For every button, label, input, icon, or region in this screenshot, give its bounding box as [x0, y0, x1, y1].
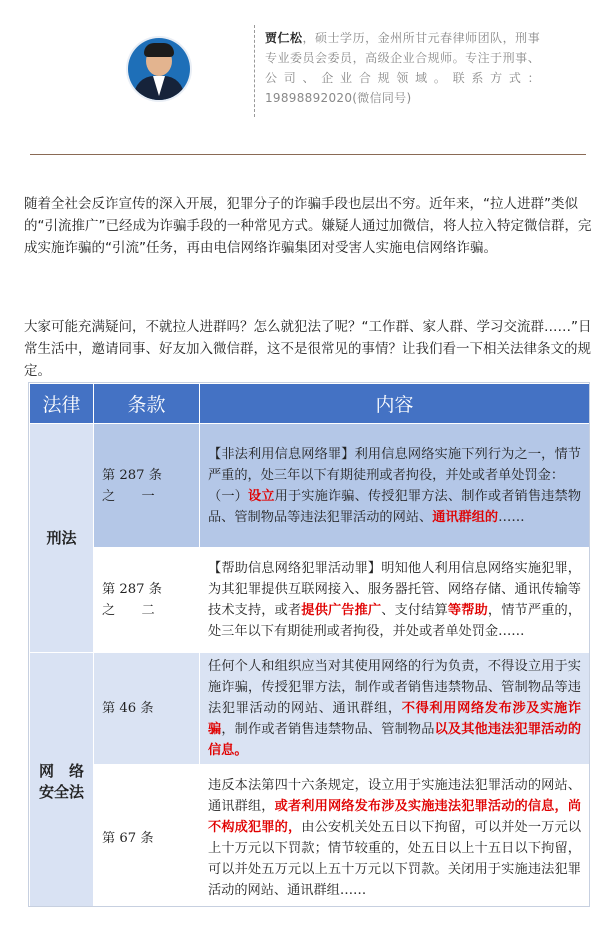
content-cell [200, 765, 590, 908]
clause-subtext: 之 二 [102, 603, 155, 618]
content-text: 由公安机关处五日以下拘留，可以并处一万元以上十万元以下罚款；情节较重的，处五日以上十五日以下拘留，可以并处五万元以上五十万元以下罚款。关闭用于实施违法犯罪活动的网站、通讯群组…… [208, 820, 582, 898]
content-text: 【非法利用信息网络罪】利用信息网络实施下列行为之一，情节严重的，处三年以下有期徒刑或者拘役，并处或者单处罚金： [208, 446, 581, 483]
content-text: 【帮助信息网络犯罪活动罪】明知他人利用信息网络实施犯罪，为其犯罪提供互联网接入、服务器托管、网络存储、通讯传输等技术支持，或者 [208, 561, 581, 618]
content-text: …… [498, 509, 525, 525]
content-cell [200, 653, 590, 765]
clause-cell [94, 424, 200, 548]
content-cell [200, 548, 590, 653]
clause-subtext: 之 一 [102, 488, 155, 504]
highlight-text: 以及其他违法犯罪活动的信息。 [208, 722, 582, 758]
content-text: 用于实施诈骗、传授犯罪方法、制作或者销售违禁物品、管制物品等违法犯罪活动的网站、 [208, 488, 582, 525]
author-divider [254, 25, 255, 117]
highlight-text: 不得利用网络发布涉及实施诈骗 [208, 701, 582, 737]
section-divider [30, 154, 586, 155]
table-row [30, 653, 590, 765]
author-name: 贾仁松 [265, 31, 303, 45]
author-avatar [128, 38, 190, 100]
law-table [28, 382, 590, 907]
table-row [30, 765, 590, 908]
content-text: ，情节严重的，处三年以下有期徒刑或者拘役，并处或者单处罚金…… [208, 603, 582, 639]
clause-text: 第 287 条 [102, 582, 162, 597]
header-content: 内容 [200, 384, 590, 424]
table-row [30, 424, 590, 548]
highlight-text: 通讯群组的 [432, 509, 499, 525]
highlight-text: 提供广告推广 [301, 603, 382, 618]
law-cell-cybersecurity-law [30, 653, 94, 908]
content-text: 、支付结算 [381, 603, 448, 618]
highlight-text: 或者利用网络发布涉及实施违法犯罪活动的信息，尚不构成犯罪的， [208, 799, 582, 835]
author-bio-text: ，硕士学历，金州所甘元春律师团队，刑事专业委员会委员，高级企业合规师。专注于刑事、公司、企业合规领域。联系方式：19898892020(微信同号) [265, 31, 540, 105]
table-header-row [30, 384, 590, 424]
clause-text: 第 287 条 [102, 467, 162, 483]
table-row [30, 548, 590, 653]
question-paragraph: 大家可能充满疑问，不就拉人进群吗？怎么就犯法了呢？“工作群、家人群、学习交流群……”日常生活中，邀请同事、好友加入微信群，这不是很常见的事情？让我们看一下相关法律条文的规定。 [24, 319, 592, 379]
content-text: ，制作或者销售违禁物品、管制物品 [221, 722, 435, 737]
content-text: （一） [208, 488, 248, 504]
content-cell [200, 424, 590, 548]
clause-cell: 第 46 条 [94, 653, 200, 765]
highlight-text: 等帮助 [447, 603, 488, 618]
law-name-line: 安全法 [38, 783, 84, 801]
author-bio [265, 28, 540, 108]
law-name-line: 网 络 [38, 762, 84, 780]
header-clause: 条款 [94, 384, 200, 424]
law-cell-criminal-law: 刑法 [30, 424, 94, 653]
intro-paragraph: 随着全社会反诈宣传的深入开展，犯罪分子的诈骗手段也层出不穷。近年来，“拉人进群”类似的“引流推广”已经成为诈骗手段的一种常见方式。嫌疑人通过加微信，将人拉入特定微信群，完成实施诈骗的“引流”任务，再由电信网络诈骗集团对受害人实施电信网络诈骗。 [24, 196, 592, 256]
clause-cell [94, 548, 200, 653]
content-text: 违反本法第四十六条规定，设立用于实施违法犯罪活动的网站、通讯群组， [208, 778, 581, 814]
clause-cell: 第 67 条 [94, 765, 200, 908]
highlight-text: 设立 [247, 488, 275, 504]
author-card [0, 0, 615, 150]
header-law: 法律 [30, 384, 94, 424]
content-text: 任何个人和组织应当对其使用网络的行为负责，不得设立用于实施诈骗，传授犯罪方法，制作或者销售违禁物品、管制物品等违法犯罪活动的网站、通讯群组， [208, 659, 581, 716]
